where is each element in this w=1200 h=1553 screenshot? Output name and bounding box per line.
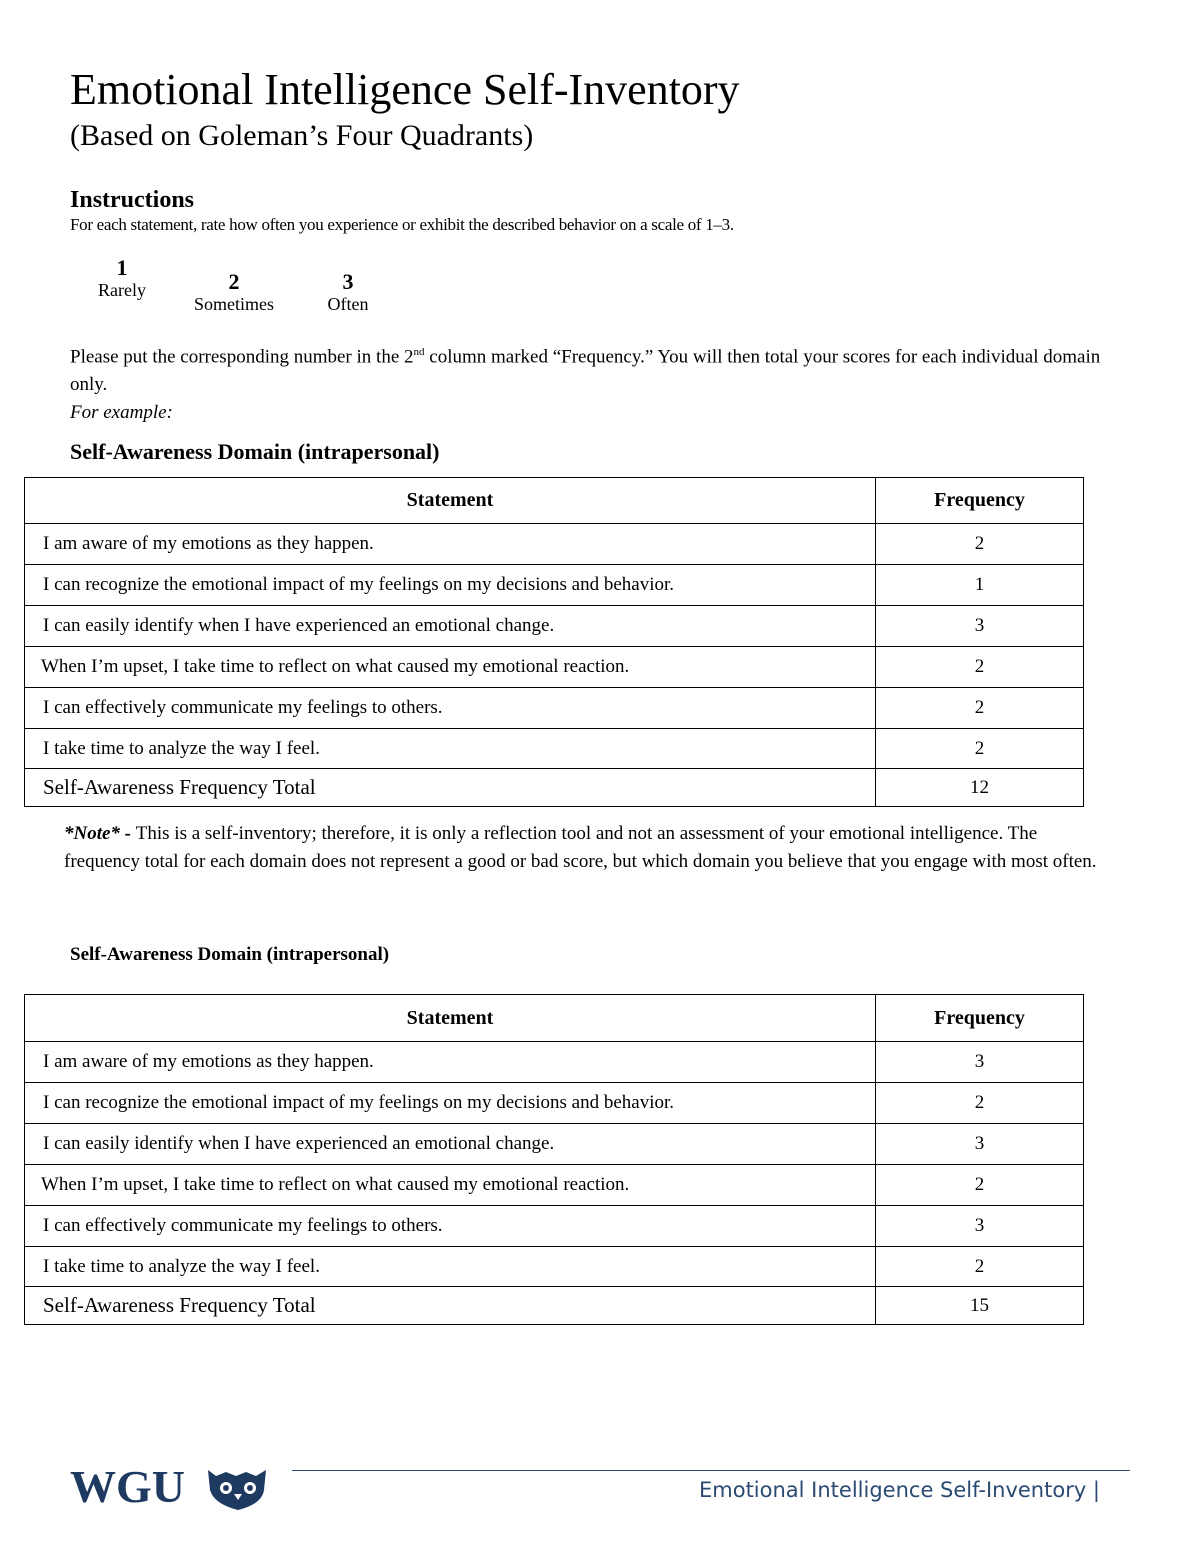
table-row <box>25 647 1084 688</box>
wgu-logo <box>70 1460 270 1512</box>
frequency-cell: 3 <box>876 1124 1084 1165</box>
table-header-row <box>25 478 1084 524</box>
frequency-cell: 2 <box>876 647 1084 688</box>
table-row <box>25 729 1084 769</box>
statement-header: Statement <box>25 478 876 524</box>
statement-header: Statement <box>25 995 876 1042</box>
table-total-row <box>25 1287 1084 1325</box>
self-awareness-table <box>24 994 1084 1325</box>
scale-number: 3 <box>342 269 354 294</box>
statement-cell: I take time to analyze the way I feel. <box>25 1247 876 1287</box>
paragraph-text: Please put the corresponding number in the 2 <box>70 346 414 368</box>
note-lead: *Note* - <box>64 823 136 844</box>
statement-cell: I can effectively communicate my feelings to others. <box>25 1206 876 1247</box>
table-row <box>25 1206 1084 1247</box>
document-title: Emotional Intelligence Self-Inventory <box>70 65 740 114</box>
footer-divider <box>292 1470 1130 1471</box>
scale-number: 1 <box>116 255 128 280</box>
note-text: This is a self-inventory; therefore, it is only a reflection tool and not an assessment of your emotional intelligence. The frequency total for each domain does not represent a good or bad score, but which domain you believe that you engage with most often. <box>64 823 1097 872</box>
frequency-header: Frequency <box>876 478 1084 524</box>
example-label: For example: <box>70 402 173 423</box>
table-row <box>25 1165 1084 1206</box>
statement-cell: I can easily identify when I have experienced an emotional change. <box>25 1124 876 1165</box>
table-row <box>25 606 1084 647</box>
table-row <box>25 1042 1084 1083</box>
frequency-cell: 3 <box>876 606 1084 647</box>
scale-label: Rarely <box>98 280 146 300</box>
table-row <box>25 1083 1084 1124</box>
example-table <box>24 477 1084 807</box>
instructions-paragraph <box>70 338 1110 399</box>
document-subtitle: (Based on Goleman’s Four Quadrants) <box>70 119 534 152</box>
statement-cell: I can recognize the emotional impact of my feelings on my decisions and behavior. <box>25 1083 876 1124</box>
table-header-row <box>25 995 1084 1042</box>
table-row <box>25 524 1084 565</box>
statement-cell: When I’m upset, I take time to reflect on what caused my emotional reaction. <box>25 1165 876 1206</box>
statement-cell: I can effectively communicate my feelings to others. <box>25 688 876 729</box>
scale-label: Sometimes <box>194 294 274 314</box>
paragraph-text-continued: column marked “Frequency.” You will then total your scores for each individual domain only. <box>70 346 1101 396</box>
note-paragraph <box>64 820 1114 876</box>
frequency-cell: 2 <box>876 1165 1084 1206</box>
instructions-text: For each statement, rate how often you experience or exhibit the described behavior on a scale of 1–3. <box>70 215 734 234</box>
scale-item-2 <box>189 270 279 314</box>
frequency-cell: 2 <box>876 524 1084 565</box>
table-row <box>25 1247 1084 1287</box>
statement-cell: I am aware of my emotions as they happen. <box>25 524 876 565</box>
statement-cell: I am aware of my emotions as they happen. <box>25 1042 876 1083</box>
total-value-cell: 15 <box>876 1287 1084 1325</box>
scale-number: 2 <box>228 269 240 294</box>
frequency-header: Frequency <box>876 995 1084 1042</box>
instructions-heading: Instructions <box>70 187 195 213</box>
frequency-cell: 2 <box>876 1247 1084 1287</box>
table-row <box>25 688 1084 729</box>
statement-cell: When I’m upset, I take time to reflect on what caused my emotional reaction. <box>25 647 876 688</box>
paragraph-superscript: nd <box>413 346 425 358</box>
footer-title: Emotional Intelligence Self-Inventory | <box>699 1478 1100 1502</box>
scale-item-1 <box>77 256 167 300</box>
frequency-cell: 2 <box>876 1083 1084 1124</box>
statement-cell: I take time to analyze the way I feel. <box>25 729 876 769</box>
frequency-cell: 2 <box>876 688 1084 729</box>
total-label-cell: Self-Awareness Frequency Total <box>25 769 876 807</box>
total-value-cell: 12 <box>876 769 1084 807</box>
table-row <box>25 1124 1084 1165</box>
scale-label: Often <box>327 294 369 314</box>
wgu-logo-graphic <box>70 1460 270 1512</box>
statement-cell: I can easily identify when I have experienced an emotional change. <box>25 606 876 647</box>
owl-icon <box>208 1470 266 1510</box>
scale-item-3 <box>303 270 393 314</box>
table-total-row <box>25 769 1084 807</box>
total-label-cell: Self-Awareness Frequency Total <box>25 1287 876 1325</box>
statement-cell: I can recognize the emotional impact of my feelings on my decisions and behavior. <box>25 565 876 606</box>
frequency-cell: 3 <box>876 1042 1084 1083</box>
table2-heading: Self-Awareness Domain (intrapersonal) <box>70 944 390 965</box>
table1-heading: Self-Awareness Domain (intrapersonal) <box>70 439 440 464</box>
logo-wordmark: WGU <box>70 1461 185 1512</box>
frequency-cell: 3 <box>876 1206 1084 1247</box>
frequency-cell: 1 <box>876 565 1084 606</box>
table-row <box>25 565 1084 606</box>
frequency-cell: 2 <box>876 729 1084 769</box>
